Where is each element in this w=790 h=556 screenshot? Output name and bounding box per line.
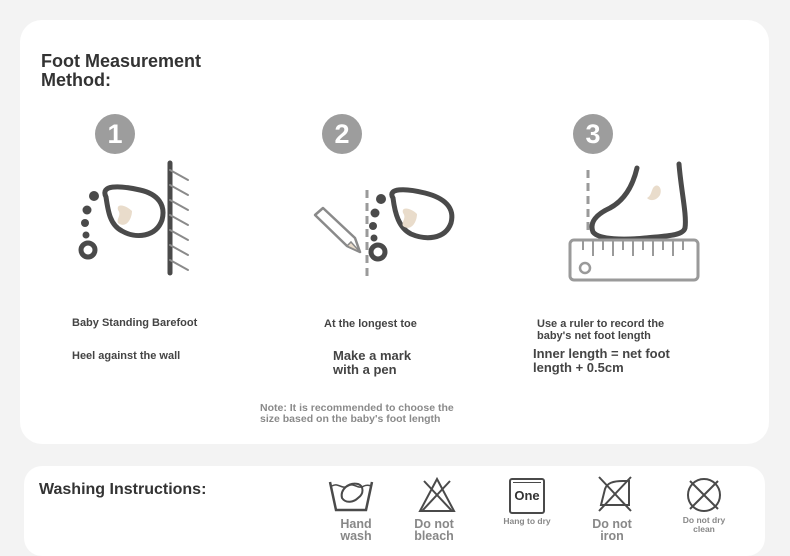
step-1-label-1: Baby Standing Barefoot [72,317,198,329]
measurement-title: Foot Measurement Method: [41,51,202,90]
size-note: Note: It is recommended to choose the size based on the baby's foot length [260,402,454,425]
hang-dry-icon-text: One [514,488,540,503]
step-1-label-2: Heel against the wall [72,350,181,362]
no-dry-clean-icon [686,477,722,513]
washing-card [24,466,765,556]
no-iron-label: Do not iron [592,517,632,543]
step-3-label-2: Inner length = net foot length + 0.5cm [533,346,670,375]
step-2-label-1: At the longest toe [324,318,417,330]
hand-wash-label: Hand wash [340,517,372,543]
hang-dry-icon [509,478,545,514]
hand-wash-icon [328,476,374,514]
pen-mark-foot-icon [305,180,465,285]
no-dry-clean-label: Do not dry clean [682,515,726,534]
no-bleach-icon [418,477,456,513]
step-2-label-2: Make a mark with a pen [333,348,412,377]
ruler-foot-icon [565,160,705,285]
foot-against-wall-icon [70,155,200,275]
step-1-badge: 1 [95,114,135,154]
step-2-badge: 2 [322,114,362,154]
step-3-badge: 3 [573,114,613,154]
step-3-label-1: Use a ruler to record the baby's net foot length [537,318,665,342]
no-bleach-label: Do not bleach [414,517,454,543]
hang-dry-label: Hang to dry [503,516,551,526]
no-iron-icon [597,475,633,513]
washing-title: Washing Instructions: [39,481,207,498]
